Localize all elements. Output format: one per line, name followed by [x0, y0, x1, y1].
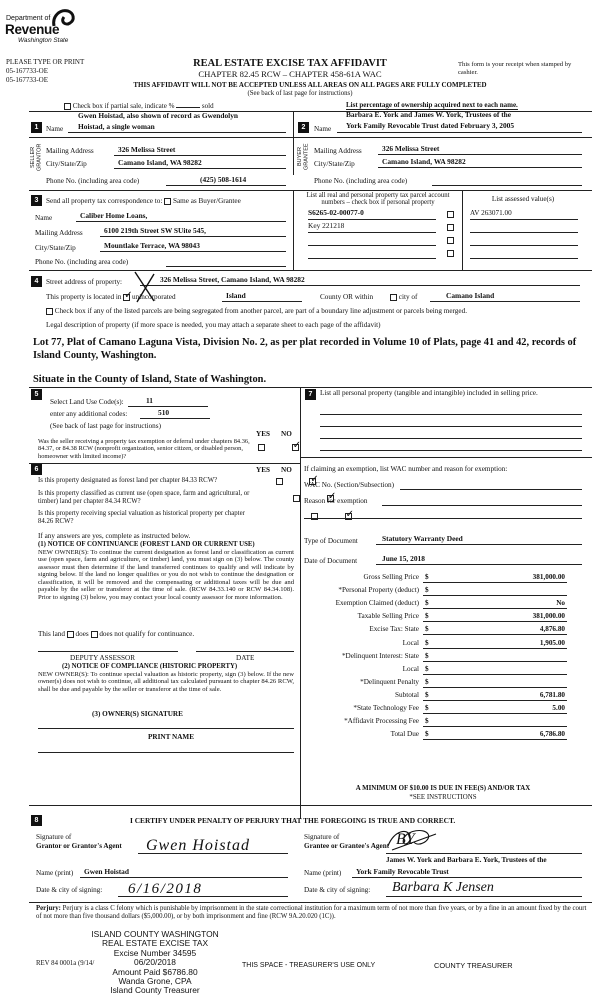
seller-city[interactable]: Camano Island, WA 98282	[118, 158, 202, 167]
perjury-label: Perjury:	[36, 905, 61, 912]
grantor-sig-label	[36, 833, 122, 851]
stamp-line: Island County Treasurer	[110, 985, 200, 996]
grantee-sig-label	[304, 833, 389, 851]
corr-city[interactable]: Mountlake Terrace, WA 98043	[104, 241, 200, 250]
buyer-name-line2[interactable]: York Family Revocable Trust dated February 3, 2005	[346, 121, 515, 130]
trustees-line: James W. York and Barbara E. York, Trustees of the	[386, 856, 547, 864]
segregated-label: Check box if any of the listed parcels are being segregated from another parcel, are part of a boundary line adjustment or parcels being merged.	[54, 307, 467, 315]
tax-row-underline	[423, 687, 567, 688]
owner-sig-label: (3) OWNER(S) SIGNATURE	[92, 710, 183, 718]
seller-phone[interactable]: (425) 508-1614	[200, 175, 247, 184]
tax-row-underline	[423, 700, 567, 701]
warning-line: THIS AFFIDAVIT WILL NOT BE ACCEPTED UNLESS ALL AREAS ON ALL PAGES ARE FULLY COMPLETED	[133, 81, 487, 89]
logo-dept-line3: Washington State	[18, 37, 69, 44]
notice2-body: NEW OWNER(S): To continue special valuation as historic property, sign (3) below. If the new owner(s) does not wish to continue, all additional tax calculated pursuant to chapter 84.26 RCW, shall be due and payable by the seller or transferor at the time of sale.	[38, 671, 294, 693]
street-label: Street address of property:	[46, 278, 123, 286]
city-of-row	[390, 293, 417, 302]
tax-row	[303, 717, 595, 728]
please-type: PLEASE TYPE OR PRINT	[6, 58, 85, 66]
tax-row-label: Excise Tax: State	[369, 625, 419, 634]
dor-logo	[6, 8, 84, 52]
parcel-row	[308, 222, 458, 235]
tax-row-label: Gross Selling Price	[363, 573, 419, 581]
assessed-list	[470, 209, 580, 261]
additional-codes[interactable]: 510	[158, 408, 170, 417]
city-name[interactable]: Camano Island	[446, 291, 495, 300]
section-6-badge: 6	[31, 464, 42, 475]
personal-property-checkbox[interactable]	[447, 250, 454, 257]
perjury-block	[36, 905, 588, 921]
same-as-buyer-checkbox[interactable]	[164, 198, 171, 205]
tax-row-label: Local	[402, 638, 419, 647]
land-use-see-back: (See back of last page for instructions)	[50, 422, 161, 430]
reason-label: Reason for exemption	[304, 497, 368, 505]
tax-row	[303, 665, 595, 676]
tax-row-label: Local	[402, 664, 419, 673]
seller-name-line1[interactable]: Gwen Hoistad, also shown of record as Gwendolyn	[78, 111, 239, 120]
grantor-name-label: Name (print)	[36, 869, 74, 877]
grantor-signature-of: Signature of	[36, 833, 72, 841]
treasurer-space-label: THIS SPACE - TREASURER'S USE ONLY	[242, 962, 376, 969]
parcel-row	[308, 248, 458, 261]
tax-row-dollar-sign: $	[425, 717, 429, 726]
doc-type-label: Type of Document	[304, 537, 358, 545]
grantee-date-label: Date & city of signing:	[304, 886, 371, 894]
grantee-name-label: Name (print)	[304, 869, 342, 877]
seller-mailing-label: Mailing Address	[46, 147, 94, 155]
grantee-name[interactable]: York Family Revocable Trust	[356, 867, 449, 876]
tax-row-dollar-sign: $	[425, 573, 429, 581]
tax-row	[303, 730, 595, 741]
segregated-checkbox[interactable]	[46, 308, 53, 315]
personal-property-checkbox[interactable]	[447, 211, 454, 218]
grantee-date[interactable]: Barbara K Jensen	[392, 880, 494, 895]
buyer-side-label: BUYER GRANTEE	[297, 143, 310, 171]
tax-row-dollar-sign: $	[425, 638, 429, 647]
partial-sale-label: Check box if partial sale, indicate %	[72, 102, 175, 110]
segregated-row	[46, 307, 586, 316]
tax-row-underline	[423, 661, 567, 662]
treasurer-stamp	[80, 930, 230, 996]
ownership-list-note: List percentage of ownership acquired next to each name.	[346, 101, 518, 109]
corr-phone-label: Phone No. (including area code)	[35, 258, 129, 266]
legal-description[interactable]: Lot 77, Plat of Camano Laguna Vista, Division No. 2, as per plat recorded in Volume 10 of Plats, page 41 and 42, records of Island County, Washington.	[33, 337, 577, 361]
city-of-checkbox[interactable]	[390, 294, 397, 301]
receipt-note: This form is your receipt when stamped by cashier.	[458, 61, 572, 76]
parcel-number[interactable]: S6265-02-00077-0	[308, 208, 364, 217]
tax-row-value[interactable]: 381,000.00	[532, 612, 565, 621]
tax-row-label: Taxable Selling Price	[357, 612, 419, 621]
partial-sale-row	[64, 102, 324, 110]
partial-sale-sold: sold	[201, 102, 214, 110]
minimum-fee-note: A MINIMUM OF $10.00 IS DUE IN FEE(S) AND/OR TAX	[355, 785, 531, 792]
stamp-line: ISLAND COUNTY WASHINGTON	[91, 929, 219, 939]
tax-row-underline	[423, 595, 567, 596]
land-use-label: Select Land Use Code(s):	[50, 398, 124, 406]
section-4-badge: 4	[31, 276, 42, 287]
form-code-1: 05-167733-OE	[6, 67, 48, 75]
s5-yes-header: YES	[256, 430, 270, 438]
section-1-badge: 1	[31, 122, 42, 133]
county-label: County OR within	[320, 293, 374, 301]
tax-row-underline	[423, 621, 567, 622]
personal-property-checkbox[interactable]	[447, 237, 454, 244]
buyer-city-label: City/State/Zip	[314, 160, 355, 168]
doc-date[interactable]: June 15, 2018	[382, 554, 425, 563]
rev-code: REV 84 0001a (9/14/	[36, 960, 95, 967]
tax-row	[303, 652, 595, 663]
this-land-label: This land	[38, 630, 65, 638]
unincorporated-checkbox[interactable]	[123, 294, 130, 301]
same-as-buyer-label: Same as Buyer/Grantee	[172, 197, 241, 205]
doc-type[interactable]: Statutory Warranty Deed	[382, 534, 463, 543]
tax-row	[303, 625, 595, 636]
perjury-text: Perjury is a class C felony which is punishable by imprisonment in the state correctional institution for a maximum term of not more than five years, or by a fine in an amount fixed by the court of not more than five thousand dollars ($5,000.00), or by both imprisonment and fine (RCW 9A.20.020 (1C)).	[36, 905, 587, 921]
s6-q3: Is this property receiving special valuation as historical property per chapter 84.26 RCW?	[38, 510, 245, 525]
exemption-question: Was the seller receiving a property tax exemption or deferral under chapters 84.36, 84.37, or 84.38 RCW (nonprofit organization, senior citizen, or disabled person, homeowner with limited income)?	[38, 438, 250, 460]
grantee-signature-of: Signature of	[304, 833, 340, 841]
tax-row-value[interactable]: 6,781.80	[539, 690, 565, 699]
notice1-body: NEW OWNER(S): To continue the current designation as forest land or classification as current use (open space, farm and agriculture, or timber) land, you must sign on (3) below. The county assessor must then determine if the land transferred continues to qualify and will indicate by signing below. If the land no longer qualifies or you do not wish to continue the designation or classification, it will be removed and the compensating or additional taxes will be due and payable by the seller or transferor at the time of sale. (RCW 84.33.140 or RCW 84.34.108). Prior to signing (3) below, you may contact your local county assessor for more information.	[38, 549, 294, 601]
stamp-line: Amount Paid $6786.80	[112, 966, 198, 977]
county-name[interactable]: Island	[226, 291, 246, 300]
stamp-line: REAL ESTATE EXCISE TAX	[101, 938, 209, 949]
logo-dept-line1: Department of	[6, 15, 51, 22]
buyer-name-label: Name	[314, 125, 332, 133]
continuance-row	[38, 630, 194, 639]
tax-row-dollar-sign: $	[425, 664, 429, 673]
tax-row-dollar-sign: $	[425, 612, 429, 621]
tax-row-value[interactable]: 5.00	[552, 704, 565, 712]
s6-q1-yes-checkbox[interactable]	[276, 478, 283, 485]
grantee-signature[interactable]: BY	[396, 831, 415, 848]
tax-row-dollar-sign: $	[425, 730, 429, 739]
form-title: REAL ESTATE EXCISE TAX AFFIDAVIT	[193, 58, 387, 69]
tax-row-label: Total Due	[390, 730, 419, 739]
property-street[interactable]: 326 Melissa Street, Camano Island, WA 98282	[160, 275, 305, 284]
tax-row-label: *Personal Property (deduct)	[338, 586, 419, 595]
grantee-signature-scribble-icon	[384, 826, 440, 854]
legal-label: Legal description of property (if more space is needed, you may attach a separate sheet to each page of the affidavit)	[46, 321, 381, 329]
grantor-name[interactable]: Gwen Hoistad	[84, 867, 129, 876]
see-instructions-note: *SEE INSTRUCTIONS	[409, 794, 477, 801]
doc-date-label: Date of Document	[304, 557, 358, 565]
section-2-badge: 2	[298, 122, 309, 133]
stamp-line: 06/20/2018	[134, 957, 176, 968]
form-subtitle: CHAPTER 82.45 RCW – CHAPTER 458-61A WAC	[198, 69, 382, 79]
seller-name-line2[interactable]: Hoistad, a single woman	[78, 122, 155, 131]
tax-row-underline	[423, 674, 567, 675]
corr-name-label: Name	[35, 214, 53, 222]
tax-row	[303, 573, 595, 584]
stamp-line: Excise Number 34595	[113, 947, 197, 958]
partial-sale-checkbox[interactable]	[64, 103, 71, 110]
date-label: DATE	[236, 654, 255, 662]
exemption-claim-label: If claiming an exemption, list WAC number and reason for exemption:	[304, 465, 508, 473]
s6-q2: Is this property classified as current use (open space, farm and agricultural, or timber) land per chapter 84.34 RCW?	[38, 490, 250, 505]
tax-row-underline	[423, 713, 567, 714]
tax-row-label: Exemption Claimed (deduct)	[335, 599, 419, 608]
seller-phone-label: Phone No. (including area code)	[46, 177, 140, 185]
deputy-assessor-label: DEPUTY ASSESSOR	[70, 654, 136, 662]
unincorporated-label: unincorporated	[132, 293, 176, 301]
certify-line: I CERTIFY UNDER PENALTY OF PERJURY THAT THE FOREGOING IS TRUE AND CORRECT.	[130, 816, 456, 825]
buyer-name-line1[interactable]: Barbara E. York and James W. York, Trustees of the	[346, 110, 512, 119]
tax-row	[303, 691, 595, 702]
notice1-title: (1) NOTICE OF CONTINUANCE (FOREST LAND OR CURRENT USE)	[38, 541, 255, 548]
s6-q1: Is this property designated as forest land per chapter 84.33 RCW?	[38, 477, 218, 484]
corr-name[interactable]: Caliber Home Loans,	[80, 211, 148, 220]
corr-mailing[interactable]: 6100 219th Street SW SUite 545,	[104, 226, 206, 235]
assessed-value[interactable]: AV 263071.00	[470, 209, 512, 217]
county-treasurer-label: COUNTY TREASURER	[434, 961, 513, 970]
buyer-city[interactable]: Camano Island, WA 98282	[382, 157, 466, 166]
does-not-checkbox[interactable]	[91, 631, 98, 638]
grantor-date-label: Date & city of signing:	[36, 886, 103, 894]
tax-row-value[interactable]: 6,786.80	[539, 730, 565, 739]
situate-line[interactable]: Situate in the County of Island, State of Washington.	[33, 374, 267, 385]
tax-row	[303, 704, 595, 715]
corr-city-label: City/State/Zip	[35, 244, 76, 252]
tax-row	[303, 678, 595, 689]
tax-row-value[interactable]: 1,905.00	[539, 638, 565, 647]
tax-row-underline	[423, 582, 567, 583]
correspondence-label: Send all property tax correspondence to:	[46, 197, 163, 205]
any-yes-note: If any answers are yes, complete as instructed below.	[38, 532, 191, 540]
personal-property-label: List all personal property (tangible and intangible) included in selling price.	[320, 389, 538, 397]
see-back-note: (See back of last page for instructions)	[247, 90, 353, 97]
form-code-2: 05-167733-OE	[6, 76, 48, 84]
logo-dept-line2: Revenue	[5, 22, 60, 37]
tax-row-underline	[423, 634, 567, 635]
tax-row-dollar-sign: $	[425, 690, 429, 699]
tax-row	[303, 586, 595, 597]
grantor-agent-label: Grantor or Grantor's Agent	[36, 842, 122, 850]
tax-row-label: *Delinquent Penalty	[360, 677, 419, 686]
s5-yes-checkbox[interactable]	[258, 444, 265, 451]
land-use-code[interactable]: 11	[146, 396, 153, 405]
seller-side-label: SELLER GRANTOR	[30, 143, 43, 171]
parcel-number[interactable]: Key 221218	[308, 221, 345, 230]
parcel-list	[308, 209, 458, 261]
located-label: This property is located in	[46, 293, 122, 301]
notice2-title: (2) NOTICE OF COMPLIANCE (HISTORIC PROPERTY)	[62, 663, 238, 670]
buyer-mailing-label: Mailing Address	[314, 147, 362, 155]
tax-row-label: Subtotal	[395, 690, 419, 699]
tax-row-dollar-sign: $	[425, 599, 429, 608]
tax-row-underline	[423, 739, 567, 740]
does-not-label: does not qualify for continuance.	[99, 630, 195, 638]
tax-row-dollar-sign: $	[425, 651, 429, 660]
correspondence-row	[46, 197, 241, 206]
tax-row-value[interactable]: No	[556, 599, 565, 608]
additional-codes-label: enter any additional codes:	[50, 410, 128, 418]
does-checkbox[interactable]	[67, 631, 74, 638]
tax-row	[303, 639, 595, 650]
stamp-line: Wanda Grone, CPA	[118, 976, 192, 987]
wac-label: WAC No. (Section/Subsection)	[304, 481, 395, 489]
buyer-mailing[interactable]: 326 Melissa Street	[382, 144, 440, 153]
tax-row-dollar-sign: $	[425, 625, 429, 634]
tax-row-dollar-sign: $	[425, 677, 429, 686]
tax-row-value[interactable]: 381,000.00	[532, 573, 565, 581]
corr-mailing-label: Mailing Address	[35, 229, 83, 237]
tax-row-label: *State Technology Fee	[353, 704, 419, 712]
tax-row	[303, 599, 595, 610]
section-5-badge: 5	[31, 389, 42, 400]
print-name-label: PRINT NAME	[148, 733, 194, 741]
section-7-badge: 7	[305, 389, 316, 400]
grantor-date[interactable]: 6/16/2018	[128, 881, 203, 897]
grantee-agent-label: Grantee or Grantee's Agent	[304, 842, 390, 850]
section-3-badge: 3	[31, 195, 42, 206]
seller-name-label: Name	[46, 125, 64, 133]
assessed-header: List assessed value(s)	[491, 195, 555, 203]
s6-yes-header: YES	[256, 466, 270, 474]
grantor-signature[interactable]: Gwen Hoistad	[146, 837, 250, 854]
buyer-phone-label: Phone No. (including area code)	[314, 177, 408, 185]
s5-no-header: NO	[281, 430, 292, 438]
seller-mailing[interactable]: 326 Melissa Street	[118, 145, 176, 154]
parcel-row	[308, 235, 458, 248]
tax-row-underline	[423, 726, 567, 727]
s6-q2-yes-checkbox[interactable]	[293, 495, 300, 502]
section-8-badge: 8	[31, 815, 42, 826]
tax-row-dollar-sign: $	[425, 704, 429, 712]
s5-no-checkbox[interactable]	[292, 444, 299, 451]
tax-row-value[interactable]: 4,876.80	[539, 625, 565, 634]
tax-row	[303, 612, 595, 623]
city-of-label: city of	[398, 293, 418, 301]
tax-row-dollar-sign: $	[425, 586, 429, 595]
tax-row-label: *Delinquent Interest: State	[341, 651, 419, 660]
tax-row-label: *Affidavit Processing Fee	[344, 717, 419, 726]
parcels-header: List all real and personal property tax parcel account numbers – check box if personal property	[306, 192, 450, 207]
does-label: does	[75, 630, 89, 638]
seller-city-label: City/State/Zip	[46, 160, 87, 168]
personal-property-checkbox[interactable]	[447, 224, 454, 231]
tax-row-underline	[423, 608, 567, 609]
tax-row-underline	[423, 648, 567, 649]
s6-no-header: NO	[281, 466, 292, 474]
